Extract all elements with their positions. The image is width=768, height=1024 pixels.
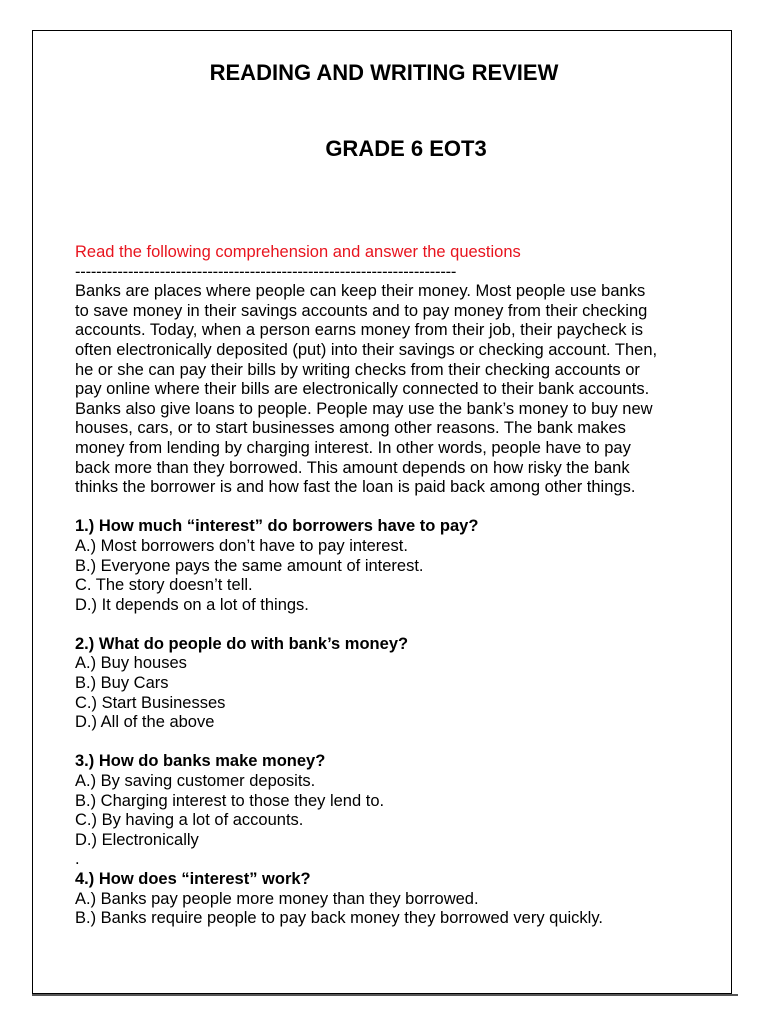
passage-line: accounts. Today, when a person earns money from their job, their paycheck is [75,321,644,340]
document-title: READING AND WRITING REVIEW [209,60,559,85]
question-4 [75,870,725,929]
answer-option: B.) Charging interest to those they lend to. [75,791,385,810]
answer-option: A.) Most borrowers don’t have to pay interest. [75,536,408,555]
answer-option: B.) Everyone pays the same amount of interest. [75,556,424,575]
passage-line: money from lending by charging interest. In other words, people have to pay [75,438,631,457]
answer-option: D.) It depends on a lot of things. [75,595,309,614]
answer-option: D.) All of the above [75,713,215,732]
answer-option: B.) Buy Cars [75,674,169,693]
passage-line: he or she can pay their bills by writing checks from their checking accounts or [75,360,640,379]
answer-option: C. The story doesn’t tell. [75,576,253,595]
passage-line: back more than they borrowed. This amount depends on how risky the bank [75,458,630,477]
passage-line: houses, cars, or to start businesses among other reasons. The bank makes [75,419,626,438]
answer-option: C.) By having a lot of accounts. [75,811,304,830]
trailing-period: . [75,850,80,869]
answer-option: A.) Buy houses [75,654,187,673]
answer-option: A.) Banks pay people more money than they borrowed. [75,889,479,908]
answer-option: B.) Banks require people to pay back money they borrowed very quickly. [75,909,603,928]
question-3 [75,752,725,870]
passage-line: Banks also give loans to people. People may use the bank’s money to buy new [75,399,653,418]
document-subtitle: GRADE 6 EOT3 [325,136,487,161]
reading-passage [75,282,725,498]
answer-option: C.) Start Businesses [75,693,226,712]
passage-line: often electronically deposited (put) into their savings or checking account. Then, [75,340,658,359]
question-text: 3.) How do banks make money? [75,752,326,771]
bottom-rule [32,994,738,996]
answer-option: A.) By saving customer deposits. [75,772,316,791]
question-text: 1.) How much “interest” do borrowers have to pay? [75,517,479,536]
question-2 [75,635,725,733]
passage-line: to save money in their savings accounts and to pay money from their checking [75,301,648,320]
passage-line: Banks are places where people can keep their money. Most people use banks [75,282,646,301]
separator-line: ------------------------------------------------------------------------ [75,262,457,281]
passage-line: thinks the borrower is and how fast the loan is paid back among other things. [75,478,636,497]
question-text: 2.) What do people do with bank’s money? [75,634,409,653]
passage-line: pay online where their bills are electronically connected to their bank accounts. [75,380,650,399]
question-text: 4.) How does “interest” work? [75,870,311,888]
instruction-text: Read the following comprehension and answer the questions [75,243,521,261]
answer-option: D.) Electronically [75,830,199,849]
question-1 [75,517,725,615]
worksheet-content [75,243,725,929]
